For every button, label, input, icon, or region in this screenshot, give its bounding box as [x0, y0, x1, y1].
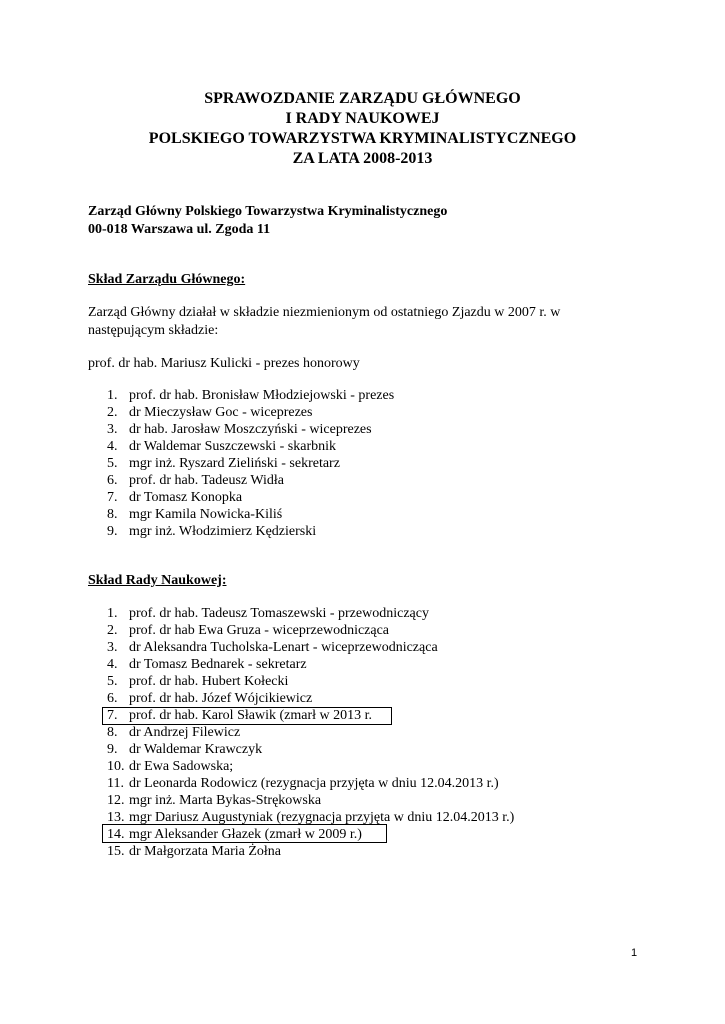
list-number: 3. [107, 640, 118, 655]
title-line-4: ZA LATA 2008-2013 [292, 150, 433, 167]
list-text: prof. dr hab. Tadeusz Widła [129, 473, 285, 488]
board-intro-line-1: Zarząd Główny działał w składzie niezmienionym od ostatniego Zjazdu w 2007 r. w [88, 305, 561, 320]
list-item [107, 455, 340, 472]
list-item [107, 639, 438, 656]
list-number: 8. [107, 725, 118, 740]
highlight-box-entry-14 [102, 824, 387, 843]
list-item [107, 472, 285, 489]
list-text: mgr Aleksander Głazek (zmarł w 2009 r.) [129, 827, 362, 842]
title-line-2: I RADY NAUKOWEJ [285, 110, 440, 127]
list-number: 1. [107, 388, 118, 403]
list-item [107, 758, 234, 775]
list-number: 7. [107, 708, 118, 723]
list-number: 5. [107, 456, 118, 471]
board-heading: Skład Zarządu Głównego: [88, 272, 246, 287]
board-intro-line-2: następującym składzie: [88, 323, 219, 338]
list-item [107, 724, 241, 741]
list-text: mgr inż. Ryszard Zieliński - sekretarz [129, 456, 340, 471]
list-text: prof. dr hab. Hubert Kołecki [129, 674, 289, 689]
list-text: dr Małgorzata Maria Żołna [129, 844, 281, 859]
list-item [107, 775, 499, 792]
document-title [0, 89, 725, 169]
address-block [88, 203, 447, 239]
list-item [107, 489, 243, 506]
list-number: 14. [107, 827, 125, 842]
list-number: 2. [107, 623, 118, 638]
list-text: dr Aleksandra Tucholska-Lenart - wiceprzewodnicząca [129, 640, 438, 655]
list-item [107, 387, 395, 404]
list-text: dr Waldemar Suszczewski - skarbnik [129, 439, 336, 454]
list-item [107, 438, 336, 455]
list-number: 6. [107, 691, 118, 706]
list-text: mgr inż. Marta Bykas-Strękowska [129, 793, 322, 808]
list-text: dr Tomasz Bednarek - sekretarz [129, 657, 307, 672]
council-member-list [107, 605, 515, 860]
honorary-president: prof. dr hab. Mariusz Kulicki - prezes honorowy [88, 356, 360, 371]
board-member-list [107, 387, 395, 540]
list-text: dr Leonarda Rodowicz (rezygnacja przyjęta w dniu 12.04.2013 r.) [129, 776, 499, 791]
list-text: dr Waldemar Krawczyk [129, 742, 263, 757]
list-item [107, 843, 281, 860]
list-text: mgr Dariusz Augustyniak (rezygnacja przyjęta w dniu 12.04.2013 r.) [129, 810, 515, 825]
list-text: mgr Kamila Nowicka-Kiliś [129, 507, 283, 522]
list-item [107, 506, 283, 523]
list-number: 9. [107, 524, 118, 539]
list-item [107, 690, 313, 707]
list-number: 2. [107, 405, 118, 420]
list-number: 15. [107, 844, 125, 859]
list-item [107, 741, 263, 758]
list-text: prof. dr hab. Józef Wójcikiewicz [129, 691, 313, 706]
list-item [107, 605, 429, 622]
list-number: 12. [107, 793, 125, 808]
list-item [107, 622, 390, 639]
council-heading: Skład Rady Naukowej: [88, 573, 227, 588]
list-text: dr Mieczysław Goc - wiceprezes [129, 405, 313, 420]
list-item [107, 656, 307, 673]
address-line-1: Zarząd Główny Polskiego Towarzystwa Kryminalistycznego [88, 204, 448, 219]
list-text: mgr inż. Włodzimierz Kędzierski [129, 524, 317, 539]
list-text: dr Andrzej Filewicz [129, 725, 241, 740]
list-item [107, 673, 289, 690]
list-number: 4. [107, 657, 118, 672]
list-item [107, 404, 313, 421]
title-line-1: SPRAWOZDANIE ZARZĄDU GŁÓWNEGO [204, 90, 521, 107]
title-line-3: POLSKIEGO TOWARZYSTWA KRYMINALISTYCZNEGO [148, 130, 577, 147]
address-line-2: 00-018 Warszawa ul. Zgoda 11 [88, 222, 271, 237]
list-text: dr hab. Jarosław Moszczyński - wiceprezes [129, 422, 372, 437]
list-number: 3. [107, 422, 118, 437]
list-number: 6. [107, 473, 118, 488]
list-text: prof. dr hab Ewa Gruza - wiceprzewodnicząca [129, 623, 390, 638]
list-item [107, 523, 317, 540]
list-number: 13. [107, 810, 125, 825]
list-number: 4. [107, 439, 118, 454]
list-text: prof. dr hab. Tadeusz Tomaszewski - przewodniczący [129, 606, 429, 621]
list-text: prof. dr hab. Bronisław Młodziejowski - prezes [129, 388, 395, 403]
list-number: 7. [107, 490, 118, 505]
list-text: prof. dr hab. Karol Sławik (zmarł w 2013 r. [129, 708, 372, 723]
list-text: dr Tomasz Konopka [129, 490, 243, 505]
highlight-box-entry-7 [102, 707, 392, 725]
page-number: 1 [631, 947, 638, 959]
list-number: 9. [107, 742, 118, 757]
board-intro [88, 304, 608, 340]
list-number: 1. [107, 606, 118, 621]
list-item [107, 421, 372, 438]
list-text: dr Ewa Sadowska; [129, 759, 234, 774]
list-number: 5. [107, 674, 118, 689]
list-item [107, 792, 322, 809]
list-number: 10. [107, 759, 125, 774]
list-number: 11. [107, 776, 124, 791]
list-number: 8. [107, 507, 118, 522]
